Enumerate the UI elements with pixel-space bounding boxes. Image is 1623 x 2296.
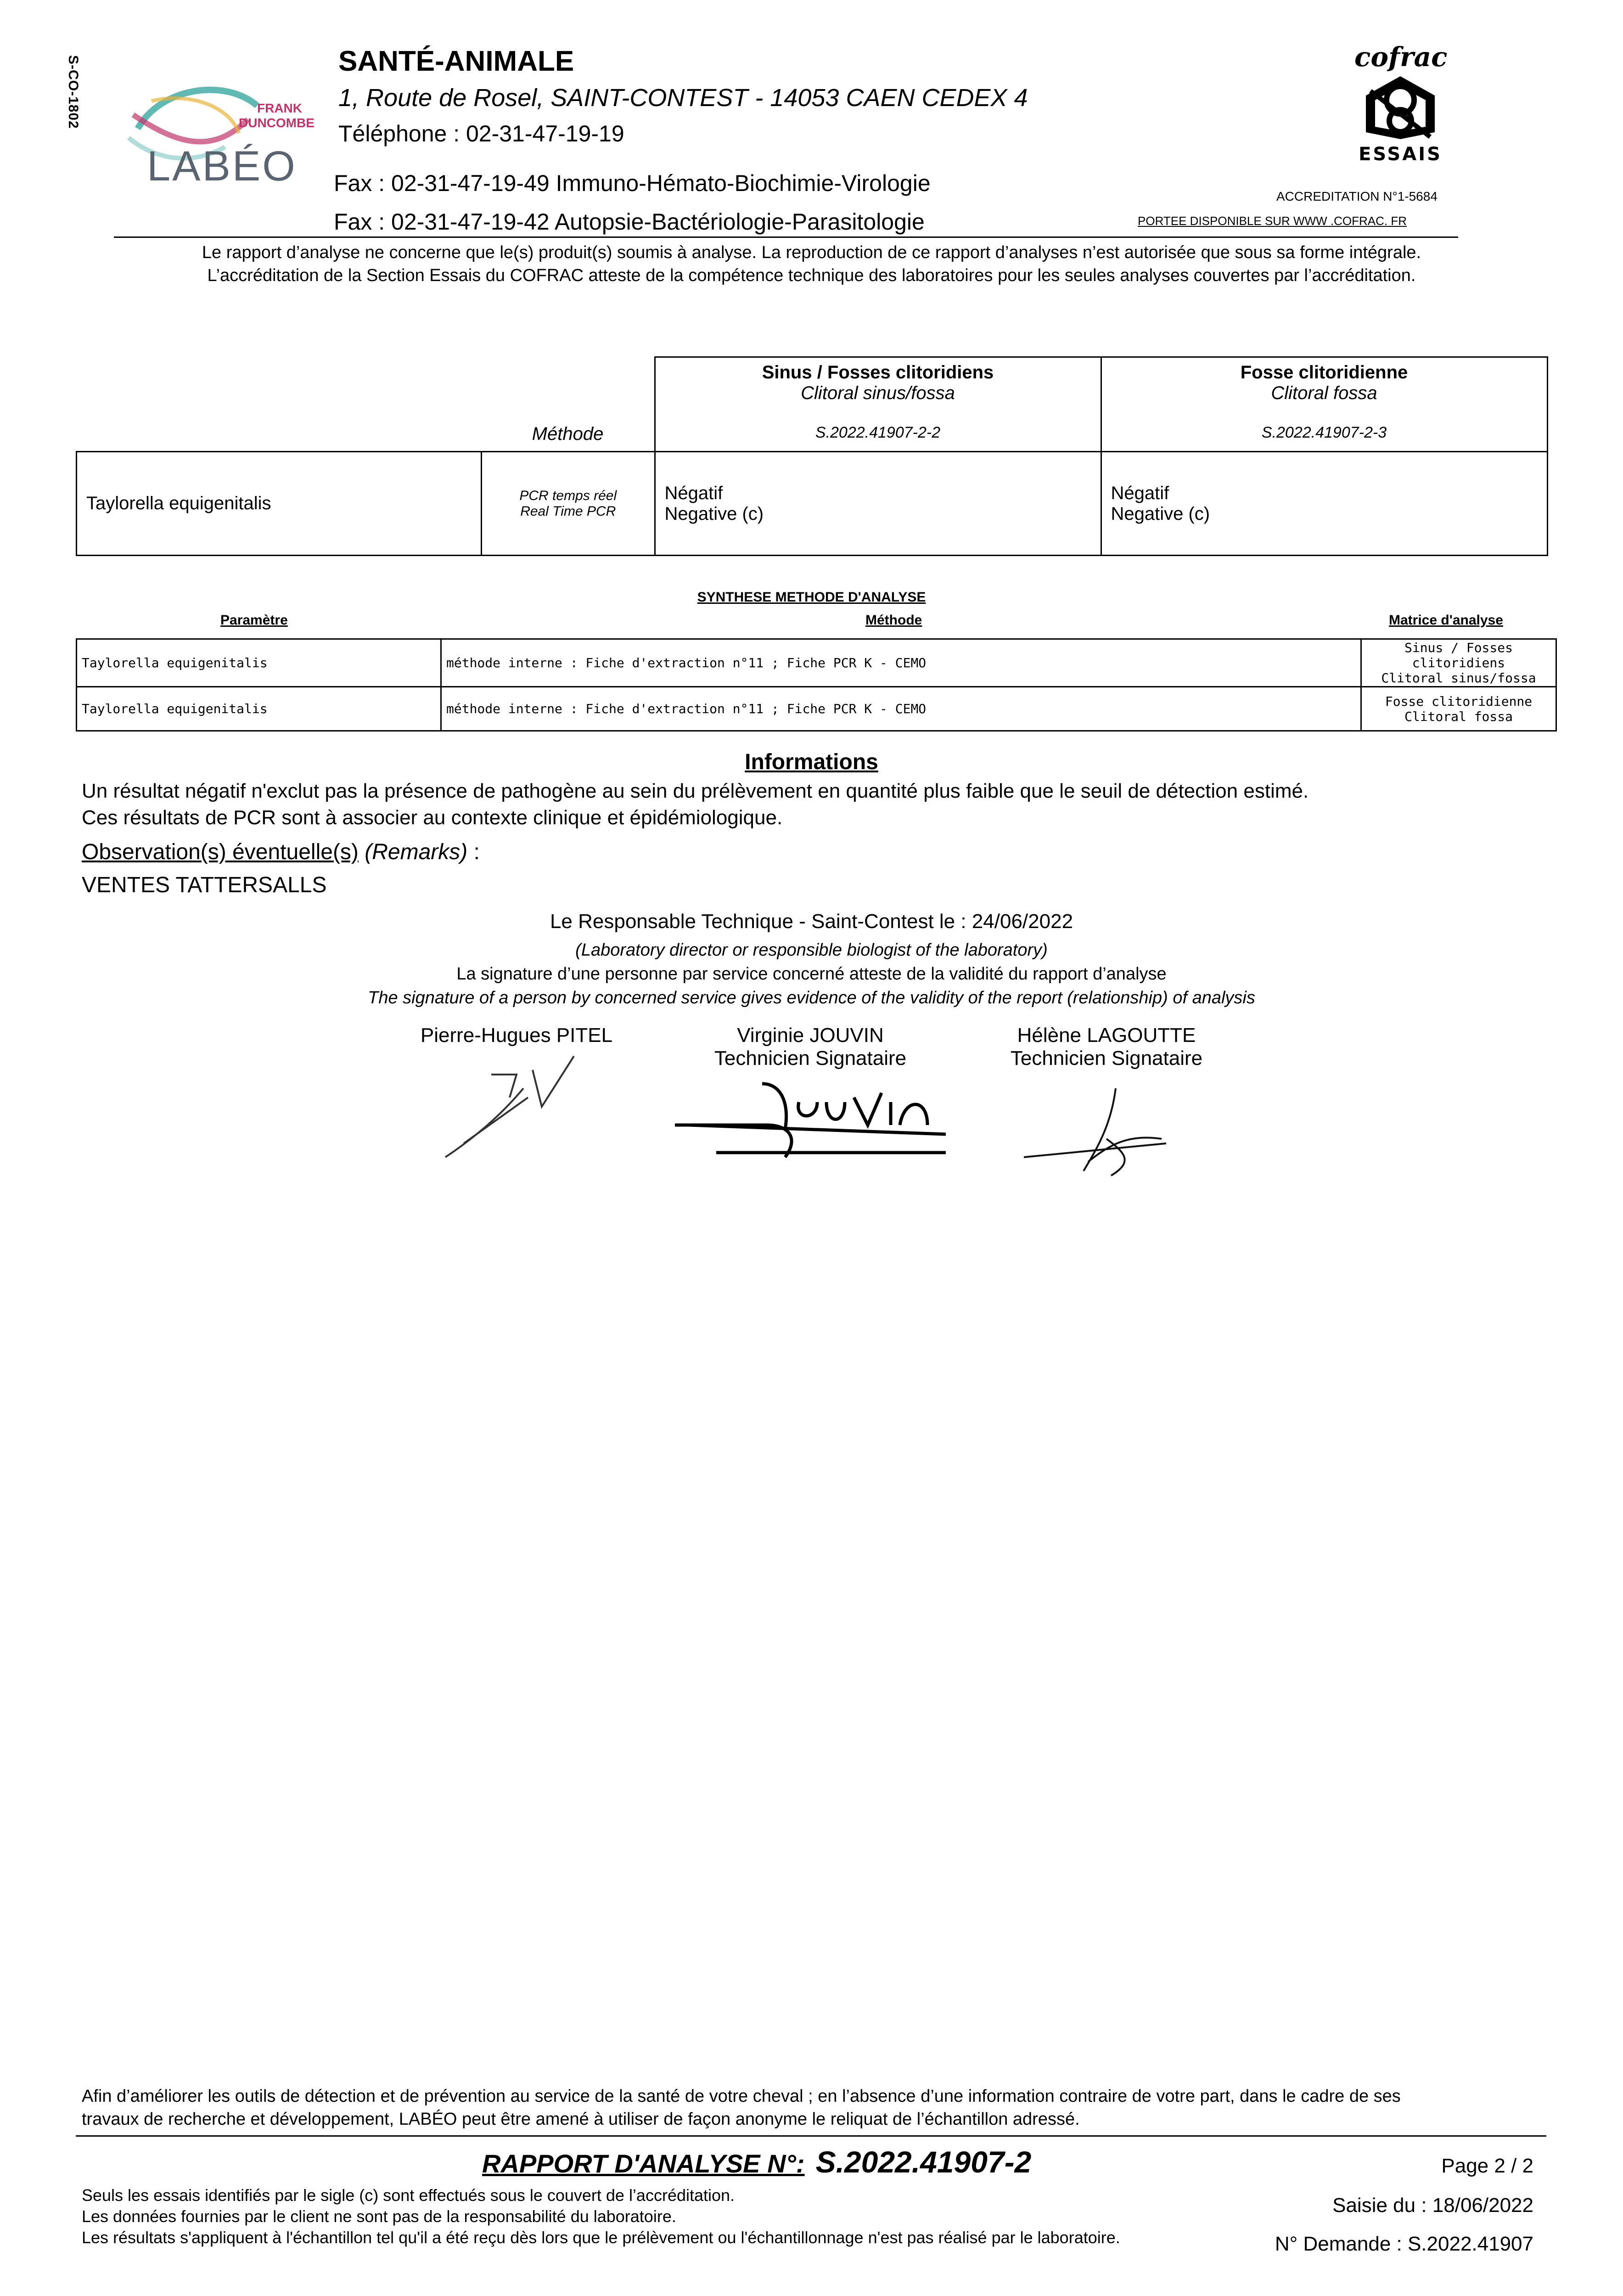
footer-legal: [82, 2185, 1120, 2248]
result-2-en: Negative (c): [1111, 503, 1210, 524]
logo-name: LABÉO: [147, 143, 297, 190]
observations-colon: :: [467, 840, 480, 864]
synthese-method: méthode interne : Fiche d'extraction n°11 ; Fiche PCR K - CEMO: [441, 687, 1361, 731]
footer-note-line-1: Afin d’améliorer les outils de détection et de prévention au service de la santé de votre cheval ; en l’absence d’une information contraire de votre part, dans le cadre de ses: [82, 2087, 1401, 2106]
signer-1: [390, 1024, 643, 1047]
document-code: S-CO-1802: [66, 55, 81, 129]
report-number-value: S.2022.41907-2: [815, 2145, 1032, 2179]
responsible-line: Le Responsable Technique - Saint-Contest le : 24/06/2022: [550, 910, 1073, 933]
synthese-row: [77, 687, 1556, 731]
responsible-line-en: (Laboratory director or responsible biologist of the laboratory): [575, 940, 1048, 960]
synthese-matrix-en: Clitoral fossa: [1404, 709, 1513, 724]
disclaimer-line-2: L’accréditation de la Section Essais du COFRAC atteste de la compétence technique des laboratoires pour les seules analyses couvertes par l’accréditation.: [207, 266, 1416, 285]
parameter-cell: Taylorella equigenitalis: [77, 452, 482, 556]
phone: Téléphone : 02-31-47-19-19: [338, 121, 624, 146]
method-fr: PCR temps réel: [519, 488, 617, 503]
sample-2-id: S.2022.41907-2-3: [1261, 424, 1387, 441]
observations-remarks: (Remarks): [365, 840, 468, 864]
organization-name: SANTÉ-ANIMALE: [338, 45, 574, 77]
method-en: Real Time PCR: [520, 503, 616, 519]
result-cell-2: [1101, 452, 1547, 556]
logo-line-1: FRANK: [257, 101, 302, 115]
sample-2-title: Fosse clitoridienne: [1240, 362, 1408, 383]
synthese-title: SYNTHESE METHODE D'ANALYSE: [697, 590, 926, 605]
cofrac-hexagon-icon: [1357, 73, 1444, 141]
signer-2: [684, 1024, 937, 1070]
result-2-fr: Négatif: [1111, 483, 1169, 503]
footer-legal-line-2: Les données fournies par le client ne sont pas de la responsabilité du laboratoire.: [82, 2207, 676, 2226]
signer-3: [978, 1024, 1235, 1070]
page-number: Page 2 / 2: [1441, 2155, 1533, 2177]
logo-subtitle: [239, 101, 314, 130]
request-number: N° Demande : S.2022.41907: [1275, 2233, 1533, 2255]
synthese-param: Taylorella equigenitalis: [77, 687, 441, 731]
info-line-2: Ces résultats de PCR sont à associer au contexte clinique et épidémiologique.: [82, 806, 783, 829]
synthese-row: [77, 639, 1556, 687]
footer-note: [82, 2085, 1551, 2131]
synthese-table: [76, 638, 1557, 732]
signer-2-name: Virginie JOUVIN: [737, 1024, 884, 1047]
validity-en: The signature of a person by concerned service gives evidence of the validity of the report (relationship) of analysis: [368, 988, 1255, 1007]
info-line-1: Un résultat négatif n'exclut pas la présence de pathogène au sein du prélèvement en quantité plus faible que le seuil de détection estimé.: [82, 780, 1309, 802]
cofrac-logo: [1354, 41, 1446, 179]
method-header: Méthode: [532, 424, 604, 444]
observation-value: VENTES TATTERSALLS: [82, 873, 327, 897]
synthese-header-method: Méthode: [865, 613, 922, 628]
result-cell-1: [655, 452, 1101, 556]
signer-2-role: Technicien Signataire: [714, 1047, 907, 1069]
synthese-header-param: Paramètre: [220, 613, 288, 628]
entry-date: Saisie du : 18/06/2022: [1332, 2194, 1533, 2217]
informations-title: Informations: [745, 750, 878, 774]
synthese-matrix-fr: Sinus / Fosses clitoridiens: [1404, 640, 1513, 670]
signature-lagoutte-icon: [1019, 1079, 1203, 1185]
observations-label: Observation(s) éventuelle(s): [82, 840, 359, 864]
method-cell: [482, 452, 655, 556]
synthese-matrix-fr: Fosse clitoridienne: [1385, 693, 1533, 709]
sample-1-subtitle: Clitoral sinus/fossa: [801, 383, 955, 403]
footer-note-line-2: travaux de recherche et développement, LABÉO peut être amené à utiliser de façon anonyme le reliquat de l’échantillon adressé.: [82, 2110, 1080, 2129]
synthese-method: méthode interne : Fiche d'extraction n°11 ; Fiche PCR K - CEMO: [441, 639, 1361, 687]
signer-3-role: Technicien Signataire: [1010, 1047, 1203, 1069]
synthese-matrix: [1361, 687, 1556, 731]
synthese-matrix-en: Clitoral sinus/fossa: [1381, 670, 1536, 686]
address: 1, Route de Rosel, SAINT-CONTEST - 14053 CAEN CEDEX 4: [338, 84, 1028, 112]
sample-1-id: S.2022.41907-2-2: [815, 424, 941, 441]
fax-1: Fax : 02-31-47-19-49 Immuno-Hémato-Biochimie-Virologie: [334, 170, 931, 196]
results-table: [76, 356, 1548, 556]
signature-pitel-icon: [436, 1047, 606, 1166]
report-number-label: RAPPORT D'ANALYSE N°:: [482, 2149, 805, 2178]
signature-jouvin-icon: [670, 1075, 955, 1176]
sample-2-subtitle: Clitoral fossa: [1271, 383, 1377, 403]
footer-legal-line-3: Les résultats s'appliquent à l'échantillon tel qu'il a été reçu dès lors que le prélèvement ou l'échantillonnage n'est pas réalisé par le laboratoire.: [82, 2228, 1120, 2247]
disclaimer: [78, 241, 1545, 287]
sample-1-title: Sinus / Fosses clitoridiens: [762, 362, 994, 383]
signer-1-name: Pierre-Hugues PITEL: [420, 1024, 613, 1047]
footer-legal-line-1: Seuls les essais identifiés par le sigle (c) sont effectués sous le couvert de l’accréditation.: [82, 2186, 735, 2205]
synthese-matrix: [1361, 639, 1556, 687]
result-1-fr: Négatif: [664, 483, 723, 503]
cofrac-essais: ESSAIS: [1359, 144, 1442, 165]
accreditation-number: ACCREDITATION N°1-5684: [1276, 189, 1438, 203]
report-number: [482, 2144, 1031, 2179]
disclaimer-line-1: Le rapport d’analyse ne concerne que le(s) produit(s) soumis à analyse. La reproduction de ce rapport d’analyses n’est autorisée que sous sa forme intégrale.: [202, 243, 1421, 262]
result-1-en: Negative (c): [664, 503, 764, 524]
footer-divider: [76, 2135, 1546, 2137]
observations: [82, 839, 480, 865]
synthese-header-matrix: Matrice d'analyse: [1389, 613, 1503, 628]
cofrac-website: PORTEE DISPONIBLE SUR WWW .COFRAC. FR: [1138, 214, 1407, 228]
cofrac-word: cofrac: [1354, 41, 1448, 73]
logo-line-2: DUNCOMBE: [239, 116, 314, 130]
signer-3-name: Hélène LAGOUTTE: [1017, 1024, 1196, 1047]
labeo-logo: [119, 78, 321, 197]
fax-2: Fax : 02-31-47-19-42 Autopsie-Bactériologie-Parasitologie: [334, 209, 925, 235]
sample-header-1: [655, 357, 1101, 452]
synthese-param: Taylorella equigenitalis: [77, 639, 441, 687]
sample-header-2: [1101, 357, 1547, 452]
header-divider: [114, 236, 1458, 238]
validity-fr: La signature d’une personne par service concerné atteste de la validité du rapport d’analyse: [456, 964, 1167, 984]
